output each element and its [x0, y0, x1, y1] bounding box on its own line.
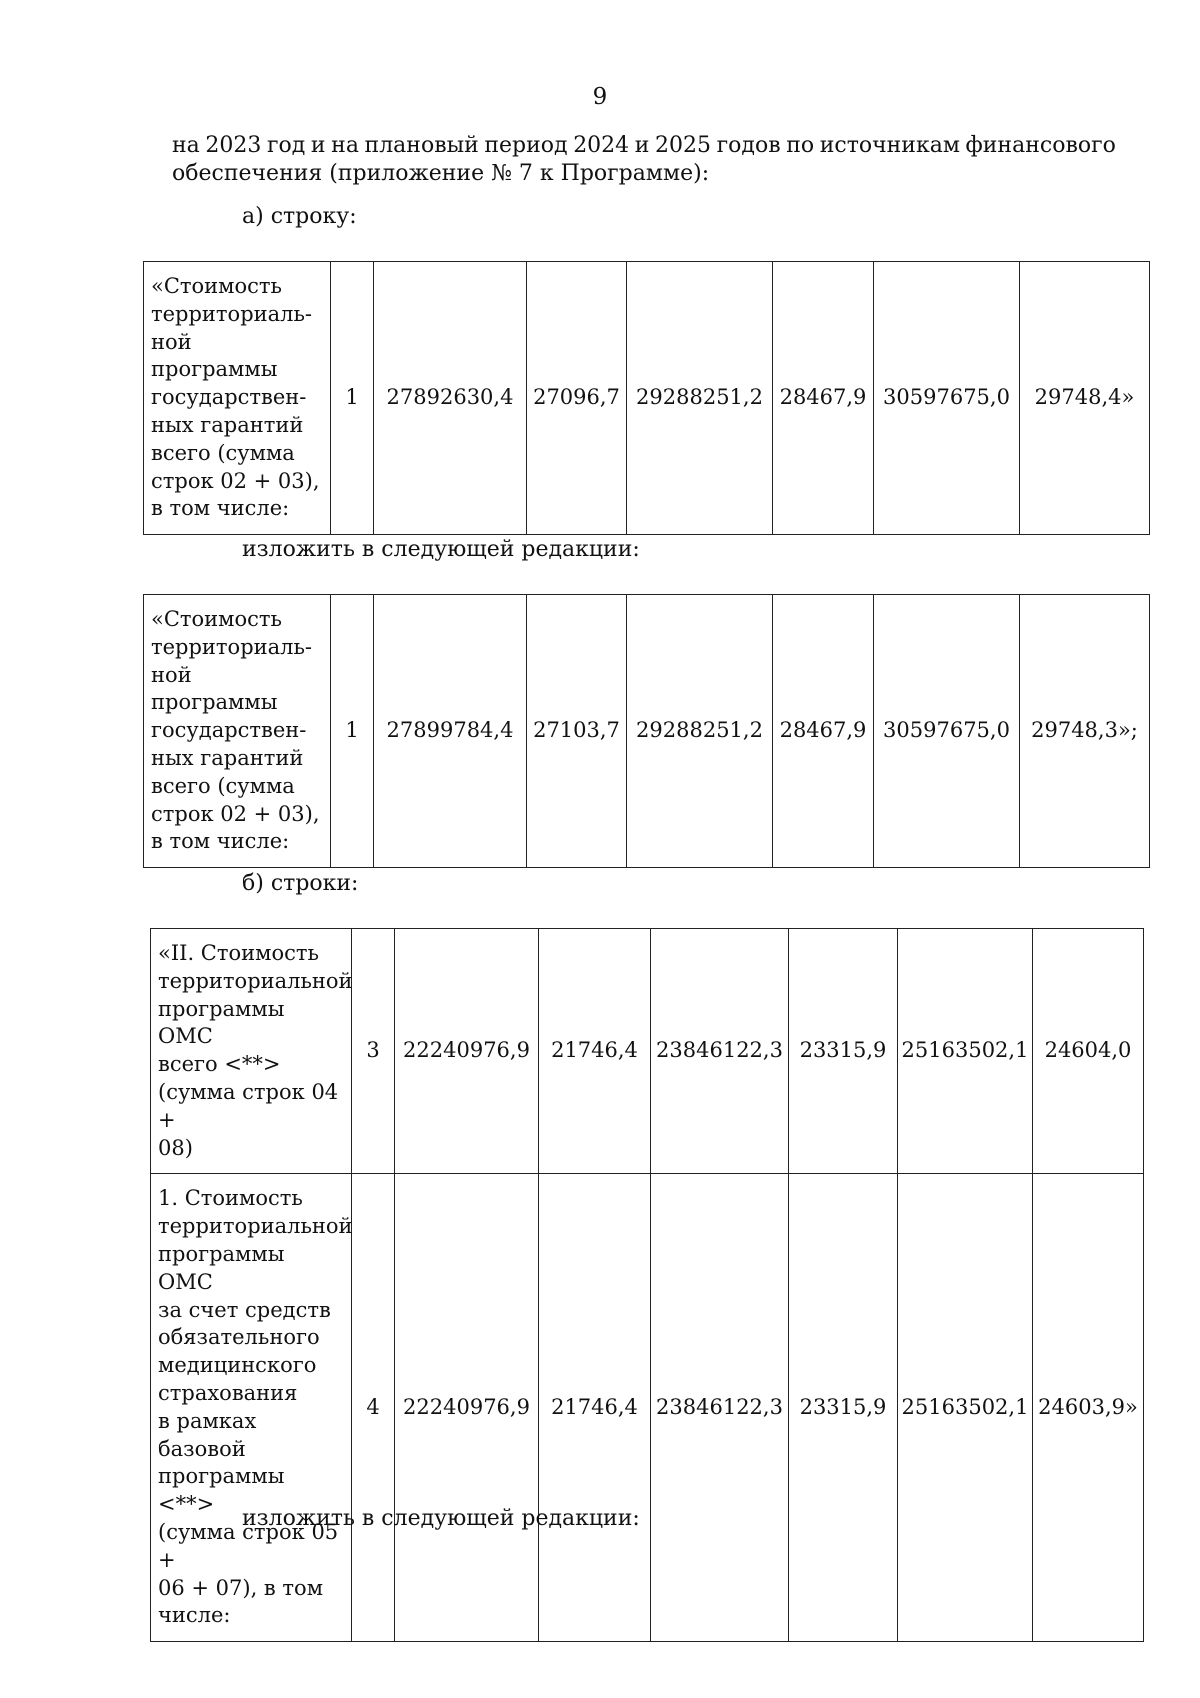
label-line: в том числе:	[151, 496, 290, 521]
value-cell: 27103,7	[527, 595, 627, 868]
item-a-text: а) строку:	[242, 204, 357, 229]
label-line: ной программы	[151, 662, 278, 715]
table-row	[144, 262, 1150, 535]
row-label-cell	[144, 595, 331, 868]
label-line: программы <**>	[158, 1464, 285, 1517]
value-cell: 25163502,1	[898, 929, 1033, 1174]
table-row	[151, 1174, 1144, 1642]
intro-paragraph	[172, 132, 1116, 188]
value-cell: 25163502,1	[898, 1174, 1033, 1642]
value-cell: 29748,3»;	[1020, 595, 1150, 868]
label-line: территориальной	[158, 1214, 353, 1239]
value-cell: 27096,7	[527, 262, 627, 535]
edit-instruction-1: изложить в следующей редакции:	[242, 537, 640, 562]
table-new-row-1	[143, 594, 1150, 868]
value-cell: 30597675,0	[874, 262, 1020, 535]
row-number-cell: 3	[352, 929, 395, 1174]
value-cell: 23315,9	[789, 1174, 898, 1642]
value-cell: 27899784,4	[374, 595, 527, 868]
intro-word: по	[786, 133, 815, 158]
intro-line-1	[172, 132, 1116, 160]
value-cell: 22240976,9	[395, 1174, 539, 1642]
intro-word: источникам	[819, 133, 960, 158]
value-cell: 22240976,9	[395, 929, 539, 1174]
label-line: страхования	[158, 1380, 298, 1405]
label-line: территориаль-	[151, 301, 313, 326]
label-line: территориальной	[158, 968, 353, 993]
label-line: «Стоимость	[151, 274, 282, 298]
label-line: государствен-	[151, 718, 307, 743]
label-line: программы ОМС	[158, 996, 285, 1049]
table-row	[151, 929, 1144, 1174]
label-line: 06 + 07), в том	[158, 1575, 324, 1600]
intro-word: финансового	[965, 133, 1116, 158]
label-line: в рамках базовой	[158, 1408, 257, 1461]
value-cell: 21746,4	[539, 1174, 651, 1642]
intro-word: плановый	[364, 133, 479, 158]
value-cell: 28467,9	[773, 595, 874, 868]
label-line: обязательного	[158, 1325, 320, 1350]
intro-word: и	[634, 133, 650, 158]
label-line: территориаль-	[151, 634, 313, 659]
table-current-rows-3-4	[150, 928, 1144, 1642]
value-cell: 28467,9	[773, 262, 874, 535]
edit-instruction-2: изложить в следующей редакции:	[242, 1506, 640, 1531]
label-line: государствен-	[151, 385, 307, 410]
table-row	[144, 595, 1150, 868]
value-cell: 23846122,3	[651, 929, 789, 1174]
label-line: «Стоимость	[151, 607, 282, 631]
label-line: строк 02 + 03),	[151, 468, 320, 493]
label-line: всего <**>	[158, 1052, 281, 1077]
label-line: всего (сумма	[151, 440, 295, 465]
label-line: (сумма строк 04 +	[158, 1079, 339, 1132]
label-line: строк 02 + 03),	[151, 801, 320, 826]
row-number-cell: 1	[331, 595, 374, 868]
label-line: за счет средств	[158, 1297, 331, 1322]
intro-word: период	[484, 133, 568, 158]
label-line: ной программы	[151, 329, 278, 382]
value-cell: 24603,9»	[1033, 1174, 1144, 1642]
value-cell: 23846122,3	[651, 1174, 789, 1642]
table-current-row-1	[143, 261, 1150, 535]
label-line: всего (сумма	[151, 773, 295, 798]
page-number: 9	[592, 84, 608, 110]
value-cell: 23315,9	[789, 929, 898, 1174]
label-line: 1. Стоимость	[158, 1186, 303, 1211]
item-b-text: б) строки:	[242, 871, 359, 896]
intro-word: годов	[716, 133, 781, 158]
label-line: медицинского	[158, 1353, 317, 1378]
intro-word: год	[266, 133, 306, 158]
row-number-cell: 1	[331, 262, 374, 535]
intro-word: 2025	[655, 133, 712, 158]
label-line: числе:	[158, 1603, 231, 1628]
value-cell: 29748,4»	[1020, 262, 1150, 535]
value-cell: 29288251,2	[627, 262, 773, 535]
intro-word: и	[310, 133, 326, 158]
row-number-cell: 4	[352, 1174, 395, 1642]
row-label-cell	[151, 1174, 352, 1642]
intro-word: 2024	[573, 133, 630, 158]
label-line: программы ОМС	[158, 1241, 285, 1294]
intro-word: на	[331, 133, 359, 158]
intro-line-2: обеспечения (приложение № 7 к Программе):	[172, 161, 710, 186]
label-line: в том числе:	[151, 829, 290, 854]
row-label-cell	[151, 929, 352, 1174]
value-cell: 21746,4	[539, 929, 651, 1174]
row-label-cell	[144, 262, 331, 535]
value-cell: 29288251,2	[627, 595, 773, 868]
value-cell: 27892630,4	[374, 262, 527, 535]
value-cell: 24604,0	[1033, 929, 1144, 1174]
label-line: «II. Стоимость	[158, 941, 319, 965]
label-line: ных гарантий	[151, 745, 304, 770]
intro-word: 2023	[205, 133, 262, 158]
label-line: (сумма строк 05 +	[158, 1519, 339, 1572]
label-line: ных гарантий	[151, 412, 304, 437]
intro-word: на	[172, 133, 200, 158]
value-cell: 30597675,0	[874, 595, 1020, 868]
label-line: 08)	[158, 1135, 193, 1160]
